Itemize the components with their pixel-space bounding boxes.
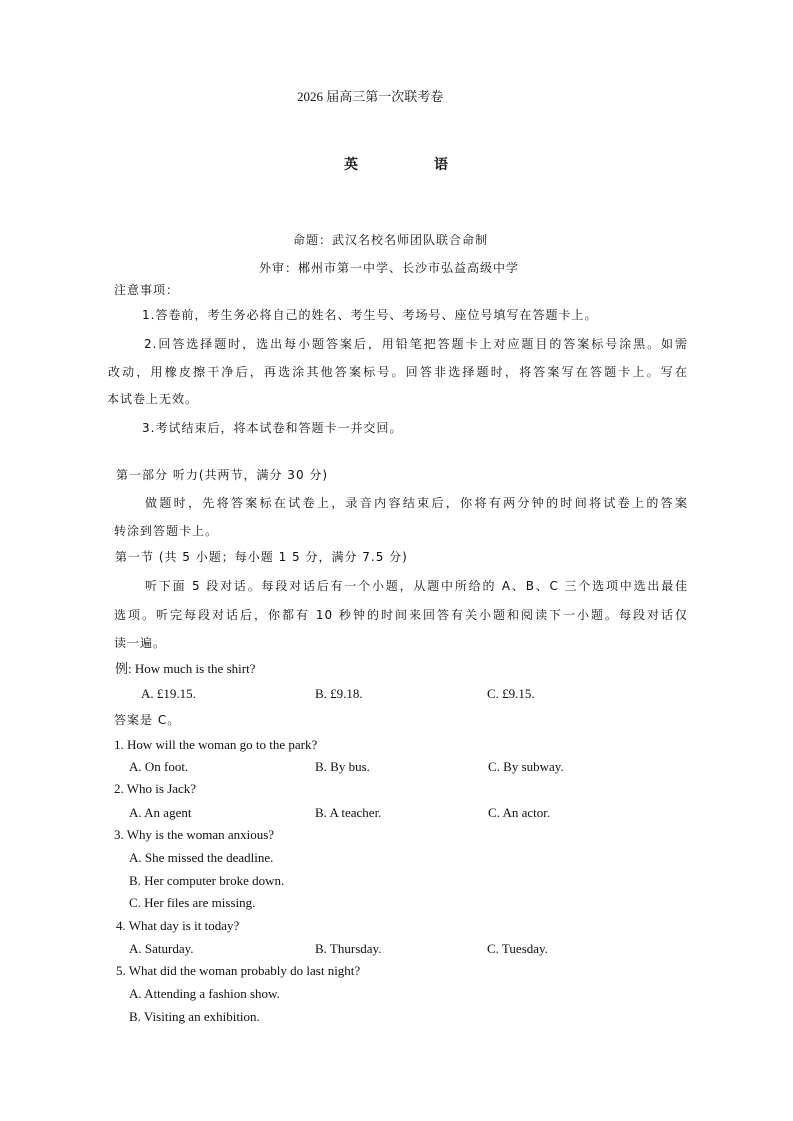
question-2-option-b: B. A teacher. bbox=[315, 805, 382, 820]
example-option-c: C. £9.15. bbox=[487, 686, 535, 701]
example-option-a: A. £19.15. bbox=[141, 686, 196, 701]
notice-item-1: 1.答卷前，考生务必将自己的姓名、考生号、考场号、座位号填写在答题卡上。 bbox=[142, 308, 598, 322]
question-3-option-b: B. Her computer broke down. bbox=[129, 873, 285, 888]
notice-heading: 注意事项： bbox=[114, 283, 180, 297]
question-5-stem: 5. What did the woman probably do last night? bbox=[116, 963, 361, 978]
question-5-option-b: B. Visiting an exhibition. bbox=[129, 1009, 260, 1024]
notice-item-2-line-1: 2.回答选择题时，选出每小题答案后，用铅笔把答题卡上对应题目的答案标号涂黑。如需 bbox=[144, 337, 688, 351]
notice-item-2-line-3: 本试卷上无效。 bbox=[107, 392, 199, 406]
question-1-stem: 1. How will the woman go to the park? bbox=[114, 737, 318, 752]
section1-heading: 第一节 (共 5 小题；每小题 1 5 分，满分 7.5 分) bbox=[115, 550, 408, 564]
question-1-option-a: A. On foot. bbox=[129, 759, 189, 774]
part1-intro-line-1: 做题时，先将答案标在试卷上，录音内容结束后，你将有两分钟的时间将试卷上的答案 bbox=[145, 496, 688, 510]
section1-intro-line-2: 选项。听完每段对话后，你都有 10 秒钟的时间来回答有关小题和阅读下一小题。每段对话仅 bbox=[114, 608, 688, 622]
question-5-option-a: A. Attending a fashion show. bbox=[129, 986, 280, 1001]
part1-heading: 第一部分 听力(共两节，满分 30 分) bbox=[116, 468, 329, 482]
part1-intro-line-2: 转涂到答题卡上。 bbox=[114, 524, 219, 538]
question-2-stem: 2. Who is Jack? bbox=[114, 781, 197, 796]
question-1-option-b: B. By bus. bbox=[315, 759, 370, 774]
question-4-option-c: C. Tuesday. bbox=[487, 941, 548, 956]
question-3-option-c: C. Her files are missing. bbox=[129, 895, 256, 910]
question-3-option-a: A. She missed the deadline. bbox=[129, 850, 274, 865]
question-2-option-c: C. An actor. bbox=[488, 805, 551, 820]
reviewer-line: 外审：郴州市第一中学、长沙市弘益高级中学 bbox=[259, 261, 520, 275]
section1-intro-line-1: 听下面 5 段对话。每段对话后有一个小题，从题中所给的 A、B、C 三个选项中选出最佳 bbox=[145, 579, 688, 593]
question-4-option-b: B. Thursday. bbox=[315, 941, 382, 956]
exam-title: 2026 届高三第一次联考卷 bbox=[297, 89, 444, 104]
notice-item-3: 3.考试结束后，将本试卷和答题卡一并交回。 bbox=[142, 421, 403, 435]
question-4-option-a: A. Saturday. bbox=[129, 941, 194, 956]
author-line: 命题：武汉名校名师团队联合命制 bbox=[293, 233, 489, 247]
notice-item-2-line-2: 改动，用橡皮擦干净后，再选涂其他答案标号。回答非选择题时，将答案写在答题卡上。写在 bbox=[108, 365, 688, 379]
question-1-option-c: C. By subway. bbox=[488, 759, 564, 774]
question-4-stem: 4. What day is it today? bbox=[116, 918, 240, 933]
question-2-option-a: A. An agent bbox=[129, 805, 192, 820]
question-3-stem: 3. Why is the woman anxious? bbox=[114, 827, 275, 842]
subject-char-1: 英 bbox=[344, 157, 358, 173]
section1-intro-line-3: 读一遍。 bbox=[114, 636, 167, 650]
example-option-b: B. £9.18. bbox=[315, 686, 363, 701]
subject-char-2: 语 bbox=[434, 157, 448, 173]
example-answer: 答案是 C。 bbox=[114, 713, 181, 727]
example-question: 例: How much is the shirt? bbox=[115, 661, 256, 676]
